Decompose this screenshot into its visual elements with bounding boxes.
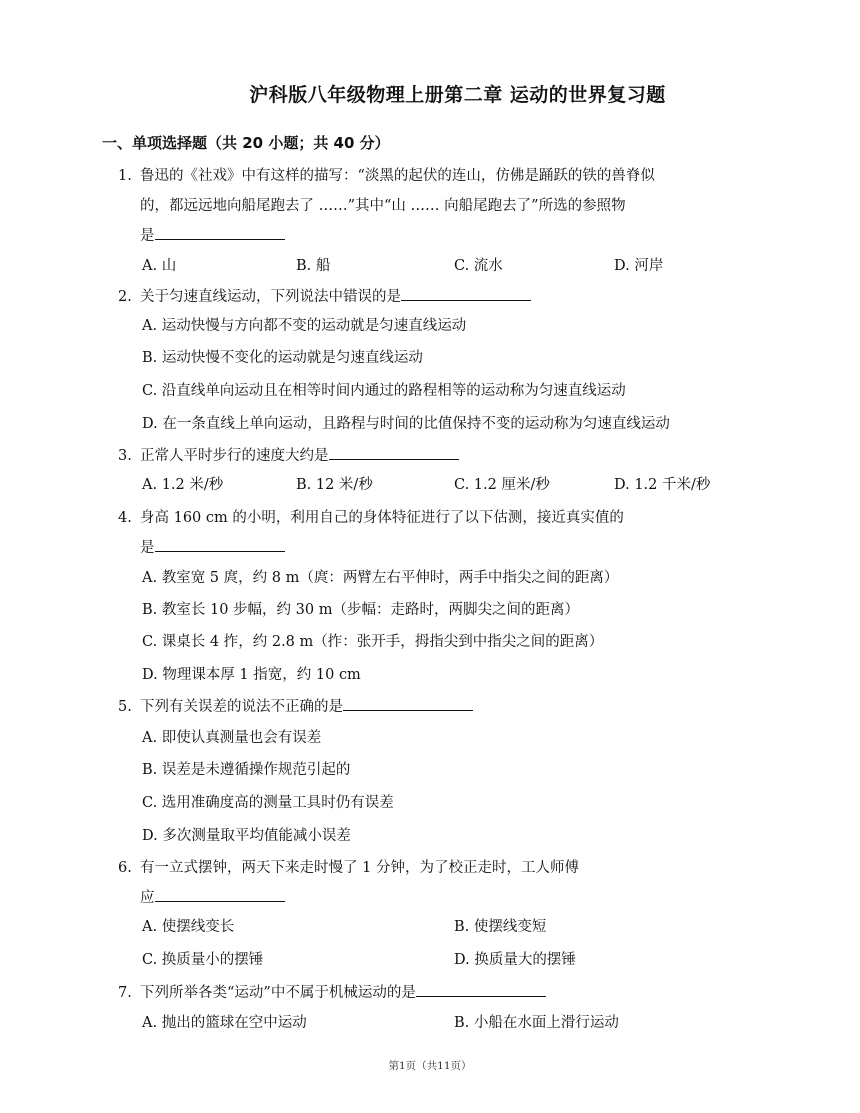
option-a[interactable]: A. 使摆线变长: [142, 919, 235, 935]
section-heading: 一、单项选择题（共 20 小题；共 40 分）: [102, 134, 390, 152]
question-4: [118, 503, 760, 563]
question-number: 1.: [118, 168, 132, 184]
option-d[interactable]: D. 在一条直线上单向运动，且路程与时间的比值保持不变的运动称为匀速直线运动: [142, 416, 670, 432]
option-b[interactable]: B. 船: [296, 258, 331, 274]
question-1: [118, 161, 760, 251]
answer-blank[interactable]: [416, 978, 546, 997]
option-d[interactable]: D. 换质量大的摆锤: [454, 952, 576, 968]
option-d[interactable]: D. 河岸: [614, 258, 664, 274]
question-text: 身高 160 cm 的小明，利用自己的身体特征进行了以下估测，接近真实值的: [140, 510, 624, 526]
option-c[interactable]: C. 流水: [454, 258, 503, 274]
question-number: 2.: [118, 289, 132, 305]
option-a[interactable]: A. 教室宽 5 庹，约 8 m（庹：两臂左右平伸时，两手中指尖之间的距离）: [142, 570, 619, 586]
question-text-end: 是: [118, 221, 760, 251]
answer-blank[interactable]: [155, 533, 285, 552]
question-6: [118, 853, 760, 913]
question-number: 7.: [118, 985, 132, 1001]
question-number: 5.: [118, 699, 132, 715]
question-number: 4.: [118, 510, 132, 526]
option-b[interactable]: B. 小船在水面上滑行运动: [454, 1015, 619, 1031]
option-a[interactable]: A. 抛出的篮球在空中运动: [142, 1015, 307, 1031]
question-3: [118, 441, 760, 471]
page-footer: 第1页（共11页）: [388, 1060, 472, 1072]
question-number: 3.: [118, 448, 132, 464]
question-text: 鲁迅的《社戏》中有这样的描写：“淡黑的起伏的连山，仿佛是踊跃的铁的兽脊似: [140, 168, 655, 184]
option-b[interactable]: B. 教室长 10 步幅，约 30 m（步幅：走路时，两脚尖之间的距离）: [142, 602, 579, 618]
option-b[interactable]: B. 误差是未遵循操作规范引起的: [142, 762, 351, 778]
option-a[interactable]: A. 即使认真测量也会有误差: [142, 730, 322, 746]
option-c[interactable]: C. 选用准确度高的测量工具时仍有误差: [142, 795, 394, 811]
option-a[interactable]: A. 运动快慢与方向都不变的运动就是匀速直线运动: [142, 318, 467, 334]
answer-blank[interactable]: [329, 441, 459, 460]
answer-blank[interactable]: [343, 692, 473, 711]
question-text: 下列所举各类“运动”中不属于机械运动的是: [140, 985, 416, 1001]
question-text: 的，都远远地向船尾跑去了 ……”其中“山 …… 向船尾跑去了”所选的参照物: [140, 198, 626, 214]
option-b[interactable]: B. 运动快慢不变化的运动就是匀速直线运动: [142, 350, 423, 366]
option-a[interactable]: A. 1.2 米/秒: [142, 477, 224, 493]
option-c[interactable]: C. 沿直线单向运动且在相等时间内通过的路程相等的运动称为匀速直线运动: [142, 383, 626, 399]
question-text: 关于匀速直线运动，下列说法中错误的是: [140, 289, 401, 305]
question-2: [118, 282, 760, 312]
option-a[interactable]: A. 山: [142, 258, 177, 274]
option-d[interactable]: D. 1.2 千米/秒: [614, 477, 711, 493]
option-d[interactable]: D. 物理课本厚 1 指宽，约 10 cm: [142, 667, 361, 683]
option-c[interactable]: C. 换质量小的摆锤: [142, 952, 264, 968]
question-text: 有一立式摆钟，两天下来走时慢了 1 分钟，为了校正走时，工人师傅: [140, 860, 579, 876]
question-text: 下列有关误差的说法不正确的是: [140, 699, 343, 715]
answer-blank[interactable]: [401, 282, 531, 301]
answer-blank[interactable]: [155, 883, 285, 902]
question-text-end: 是: [118, 533, 760, 563]
option-b[interactable]: B. 使摆线变短: [454, 919, 547, 935]
option-c[interactable]: C. 课桌长 4 拃，约 2.8 m（拃：张开手，拇指尖到中指尖之间的距离）: [142, 634, 604, 650]
question-text: 正常人平时步行的速度大约是: [140, 448, 329, 464]
option-d[interactable]: D. 多次测量取平均值能减小误差: [142, 828, 351, 844]
option-b[interactable]: B. 12 米/秒: [296, 477, 373, 493]
question-5: [118, 692, 760, 722]
question-7: [118, 978, 760, 1008]
question-text-end: 应: [118, 883, 760, 913]
question-number: 6.: [118, 860, 132, 876]
page-title: 沪科版八年级物理上册第二章 运动的世界复习题: [249, 84, 666, 106]
option-c[interactable]: C. 1.2 厘米/秒: [454, 477, 550, 493]
answer-blank[interactable]: [155, 221, 285, 240]
